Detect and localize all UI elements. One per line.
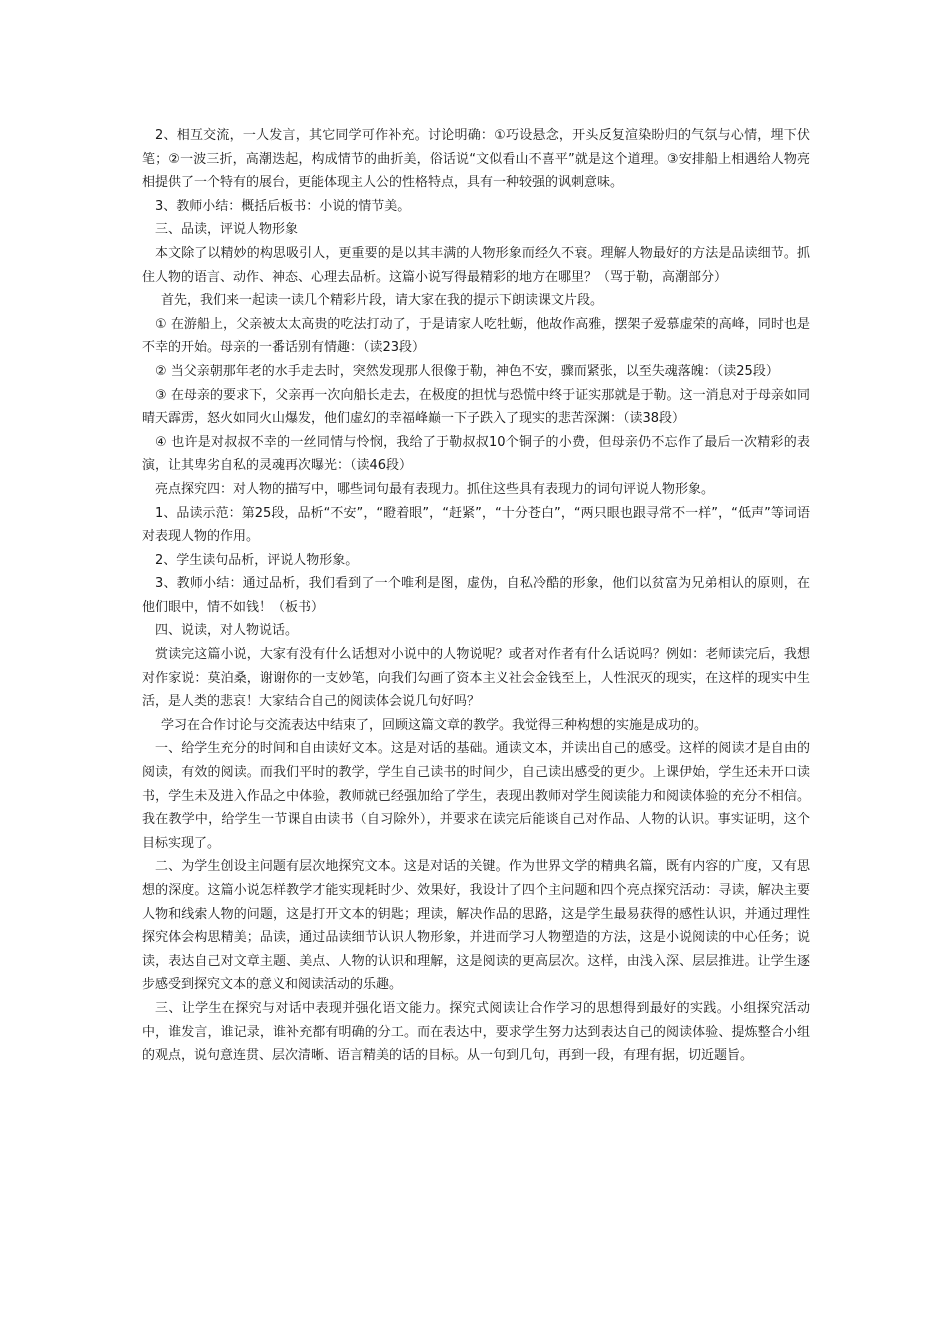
paragraph: 赏读完这篇小说，大家有没有什么话想对小说中的人物说呢？或者对作者有什么话说吗？例如：老师读完后，我想对作家说：莫泊桑，谢谢你的一支妙笔，向我们勾画了资本主义社会金钱至上，人性泯灭的现实，在这样的现实中生活，是人类的悲哀！大家结合自己的阅读体会说几句好吗？	[142, 647, 810, 710]
paragraph: ① 在游船上，父亲被太太高贵的吃法打动了，于是请家人吃牡蛎，他故作高雅，摆架子爱慕虚荣的高峰，同时也是不幸的开始。母亲的一番话别有情趣：（读23段）	[142, 316, 810, 356]
paragraph: ② 当父亲朝那年老的水手走去时，突然发现那人很像于勒，神色不安，骤而紧张，以至失魂落魄：（读25段）	[155, 363, 779, 379]
section-heading: 三、品读，评说人物形象	[155, 222, 299, 238]
paragraph: 一、给学生充分的时间和自由读好文本。这是对话的基础。通读文本，并读出自己的感受。这样的阅读才是自由的阅读，有效的阅读。而我们平时的教学，学生自己读书的时间少，自己读出感受的更少。上课伊始，学生还未开口读书，学生未及进入作品之中体验，教师就已经强加给了学生，表现出教师对学生阅读能力和阅读体验的充分不相信。我在教学中，给学生一节课自由读书（自习除外），并要求在读完后能谈自己对作品、人物的认识。事实证明，这个目标实现了。	[142, 741, 810, 851]
paragraph: 二、为学生创设主问题有层次地探究文本。这是对话的关键。作为世界文学的精典名篇，既有内容的广度，又有思想的深度。这篇小说怎样教学才能实现耗时少、效果好，我设计了四个主问题和四个亮点探究活动：寻读，解决主要人物和线索人物的问题，这是打开文本的钥匙；理读，解决作品的思路，这是学生最易获得的感性认识，并通过理性探究体会构思精美；品读，通过品读细节认识人物形象，并进而学习人物塑造的方法，这是小说阅读的中心任务；说读，表达自己对文章主题、美点、人物的认识和理解，这是阅读的更高层次。这样，由浅入深、层层推进。让学生逐步感受到探究文本的意义和阅读活动的乐趣。	[142, 859, 810, 993]
paragraph: ③ 在母亲的要求下，父亲再一次向船长走去，在极度的担忧与恐慌中终于证实那就是于勒。这一消息对于母亲如同晴天霹雳，怒火如同火山爆发，他们虚幻的幸福峰巅一下子跌入了现实的悲苦深渊：（读38段）	[142, 387, 810, 427]
paragraph: 1、品读示范：第25段，品析“不安”，“瞪着眼”，“赶紧”，“十分苍白”，“两只眼也跟寻常不一样”，“低声”等词语对表现人物的作用。	[142, 505, 810, 545]
paragraph: 三、让学生在探究与对话中表现并强化语文能力。探究式阅读让合作学习的思想得到最好的实践。小组探究活动中，谁发言，谁记录，谁补充都有明确的分工。而在表达中，要求学生努力达到表达自己的阅读体验、提炼整合小组的观点，说句意连贯、层次清晰、语言精美的话的目标。从一句到几句，再到一段，有理有据，切近题旨。	[142, 1000, 810, 1064]
paragraph: 学习在合作讨论与交流表达中结束了，回顾这篇文章的教学。我觉得三种构想的实施是成功的。	[161, 717, 708, 733]
paragraph: 3、教师小结：通过品析，我们看到了一个唯利是图，虚伪，自私冷酷的形象，他们以贫富为兄弟相认的原则，在他们眼中，情不如钱！（板书）	[142, 576, 810, 615]
paragraph: 2、学生读句品析，评说人物形象。	[155, 552, 359, 568]
document-body	[142, 124, 810, 1068]
paragraph: 2、相互交流，一人发言，其它同学可作补充。讨论明确：①巧设悬念，开头反复渲染盼归的气氛与心情，埋下伏笔；②一波三折，高潮迭起，构成情节的曲折美，俗话说“文似看山不喜平”就是这个道理。③安排船上相遇给人物亮相提供了一个特有的展台，更能体现主人公的性格特点，具有一种较强的讽刺意味。	[142, 128, 810, 191]
paragraph: 首先，我们来一起读一读几个精彩片段，请大家在我的提示下朗读课文片段。	[161, 293, 604, 309]
paragraph: 亮点探究四：对人物的描写中，哪些词句最有表现力。抓住这些具有表现力的词句评说人物形象。	[155, 481, 715, 497]
section-heading: 四、说读，对人物说话。	[155, 623, 299, 639]
paragraph: 3、教师小结：概括后板书：小说的情节美。	[155, 198, 411, 214]
paragraph: 本文除了以精妙的构思吸引人，更重要的是以其丰满的人物形象而经久不衰。理解人物最好的方法是品读细节。抓住人物的语言、动作、神态、心理去品析。这篇小说写得最精彩的地方在哪里？（骂于勒，高潮部分）	[142, 245, 810, 285]
paragraph: ④ 也许是对叔叔不幸的一丝同情与怜悯，我给了于勒叔叔10个铜子的小费，但母亲仍不忘作了最后一次精彩的表演，让其卑劣自私的灵魂再次曝光：（读46段）	[142, 434, 810, 474]
